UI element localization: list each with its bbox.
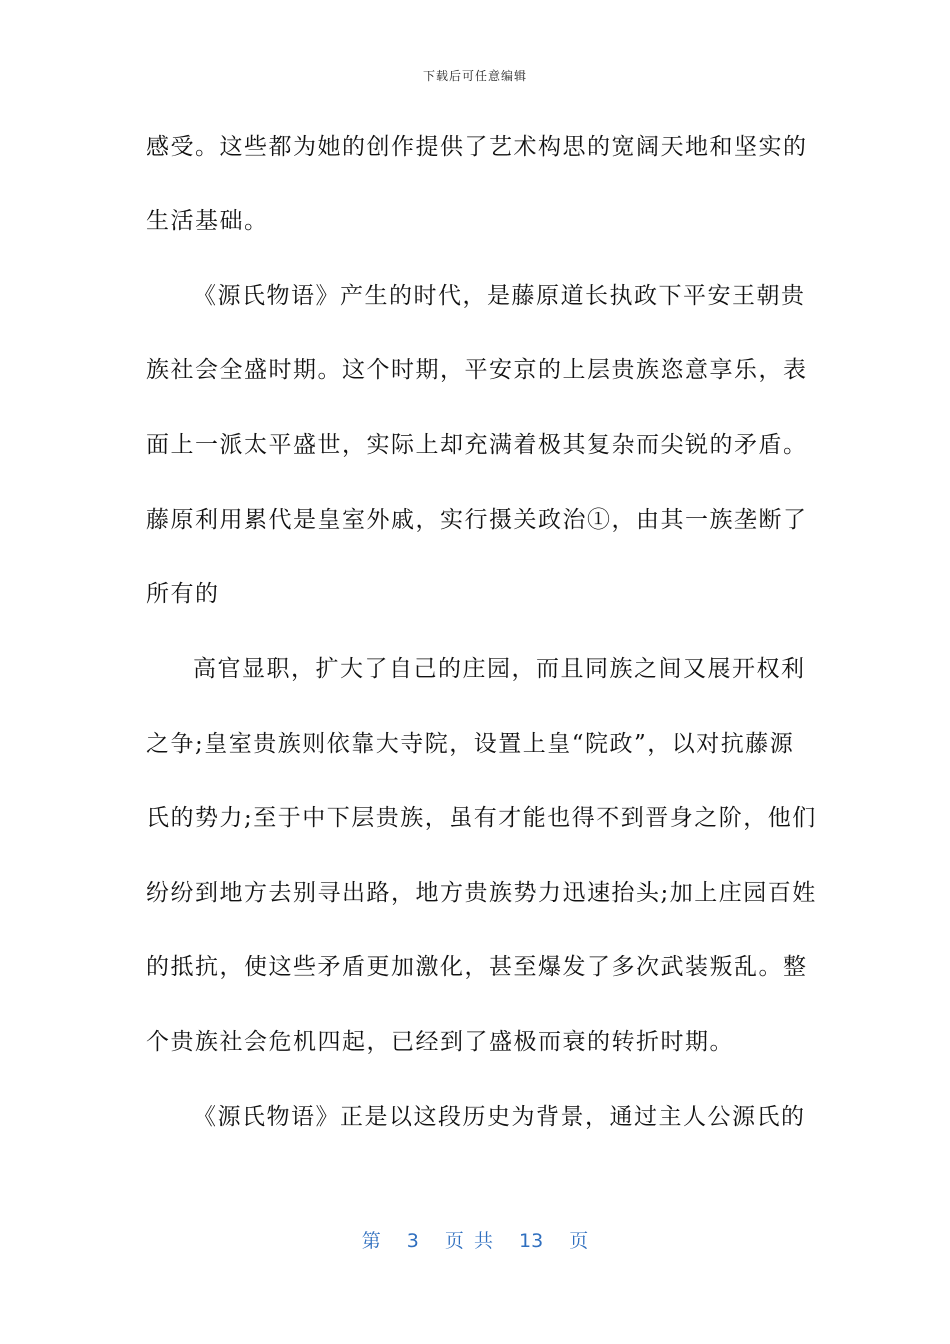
- footer-middle: 页 共: [444, 1230, 493, 1252]
- text-line: 的抵抗，使这些矛盾更加激化，甚至爆发了多次武装叛乱。整: [146, 954, 808, 980]
- text-line: 藤原利用累代是皇室外戚，实行摄关政治①，由其一族垄断了: [146, 507, 808, 533]
- text-line: 《源氏物语》产生的时代，是藤原道长执政下平安王朝贵: [193, 283, 806, 309]
- current-page-number: 3: [406, 1230, 419, 1252]
- text-line: 高官显职，扩大了自己的庄园，而且同族之间又展开权利: [193, 656, 806, 682]
- text-line: 族社会全盛时期。这个时期，平安京的上层贵族恣意享乐，表: [146, 357, 808, 383]
- header-note: 下载后可任意编辑: [422, 69, 527, 83]
- footer-prefix: 第: [361, 1230, 381, 1252]
- text-line: 纷纷到地方去别寻出路，地方贵族势力迅速抬头;加上庄园百姓: [146, 880, 817, 906]
- text-line: 氏的势力;至于中下层贵族，虽有才能也得不到晋身之阶，他们: [146, 805, 817, 831]
- text-line: 之争;皇室贵族则依靠大寺院，设置上皇“院政”，以对抗藤源: [146, 731, 795, 757]
- text-line: 所有的: [146, 581, 220, 607]
- text-line: 生活基础。: [146, 208, 269, 234]
- text-line: 感受。这些都为她的创作提供了艺术构思的宽阔天地和坚实的: [146, 134, 808, 160]
- text-line: 《源氏物语》正是以这段历史为背景，通过主人公源氏的: [193, 1104, 806, 1130]
- text-line: 面上一派太平盛世，实际上却充满着极其复杂而尖锐的矛盾。: [146, 432, 808, 458]
- footer-suffix: 页: [569, 1230, 589, 1252]
- page-footer: [0, 1226, 950, 1253]
- text-line: 个贵族社会危机四起，已经到了盛极而衰的转折时期。: [146, 1029, 734, 1055]
- total-page-count: 13: [519, 1230, 544, 1252]
